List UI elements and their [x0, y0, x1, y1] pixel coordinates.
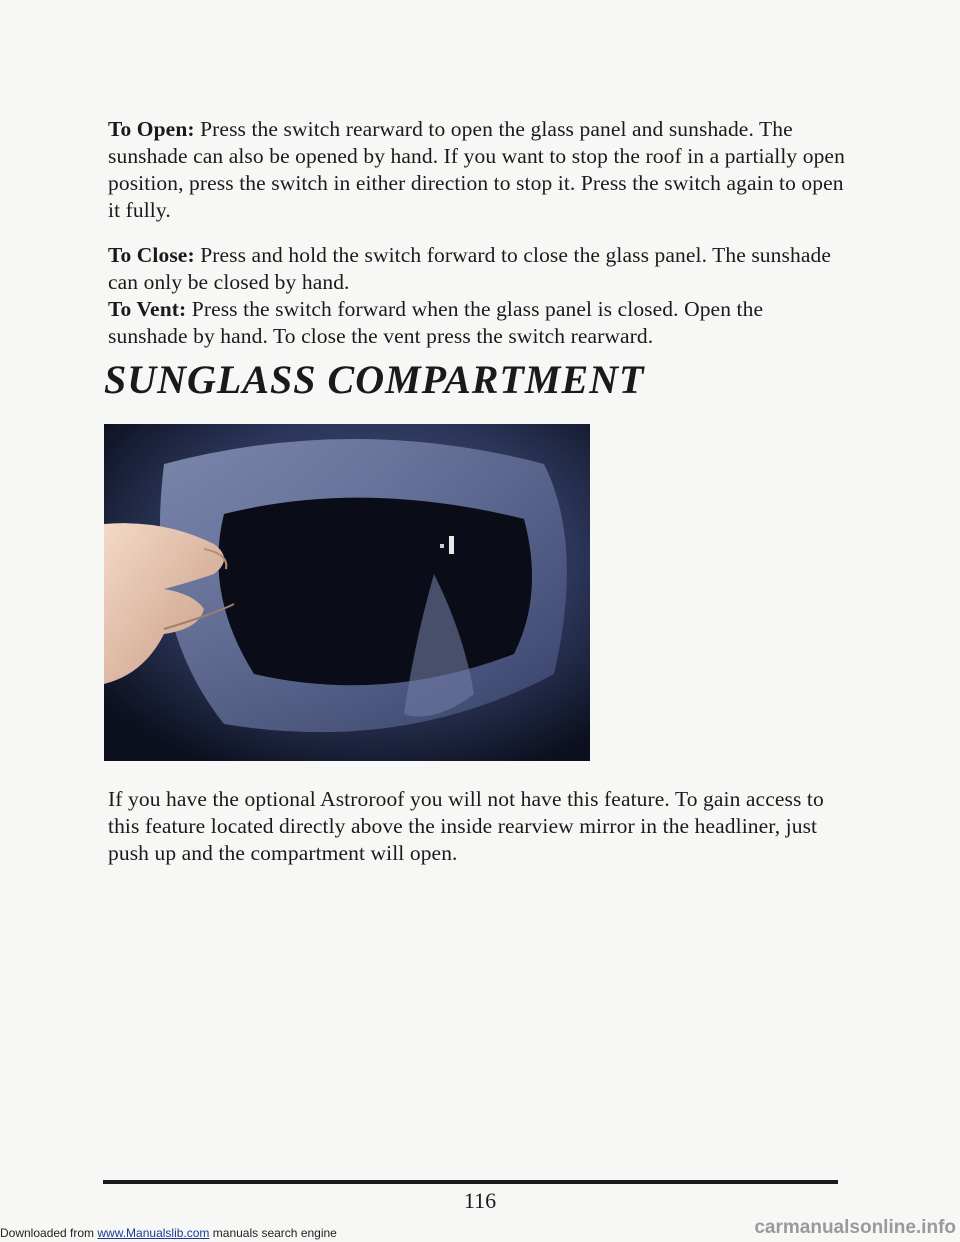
- manualslib-link[interactable]: www.Manualslib.com: [97, 1226, 210, 1240]
- sunglass-compartment-photo: [104, 424, 590, 761]
- download-credit: [0, 1226, 337, 1240]
- text-to-close: Press and hold the switch forward to close the glass panel. The sunshade can only be closed by hand.: [108, 243, 831, 294]
- paragraph-intro: [108, 786, 848, 867]
- text-to-open: Press the switch rearward to open the glass panel and sunshade. The sunshade can also be opened by hand. If you want to stop the roof in a partially open position, press the switch in either direction to stop it. Press the switch again to open it fully.: [108, 117, 845, 222]
- paragraph-to-vent: [108, 296, 848, 350]
- label-to-close: To Close:: [108, 243, 195, 267]
- paragraph-to-open: [108, 116, 848, 224]
- site-watermark: carmanualsonline.info: [754, 1217, 956, 1238]
- paragraph-to-close: [108, 242, 848, 296]
- page-number: 116: [463, 1188, 497, 1213]
- credit-suffix: manuals search engine: [209, 1226, 337, 1240]
- intro-text: If you have the optional Astroroof you will not have this feature. To gain access to this feature located directly above the inside rearview mirror in the headliner, just push up and the compartment will open.: [108, 787, 824, 865]
- text-to-vent: Press the switch forward when the glass panel is closed. Open the sunshade by hand. To close the vent press the switch rearward.: [108, 297, 764, 348]
- footer-rule: [103, 1180, 838, 1184]
- credit-prefix: Downloaded from: [0, 1226, 98, 1240]
- label-to-vent: To Vent:: [108, 297, 187, 321]
- section-heading: SUNGLASS COMPARTMENT: [104, 357, 645, 402]
- label-to-open: To Open:: [108, 117, 195, 141]
